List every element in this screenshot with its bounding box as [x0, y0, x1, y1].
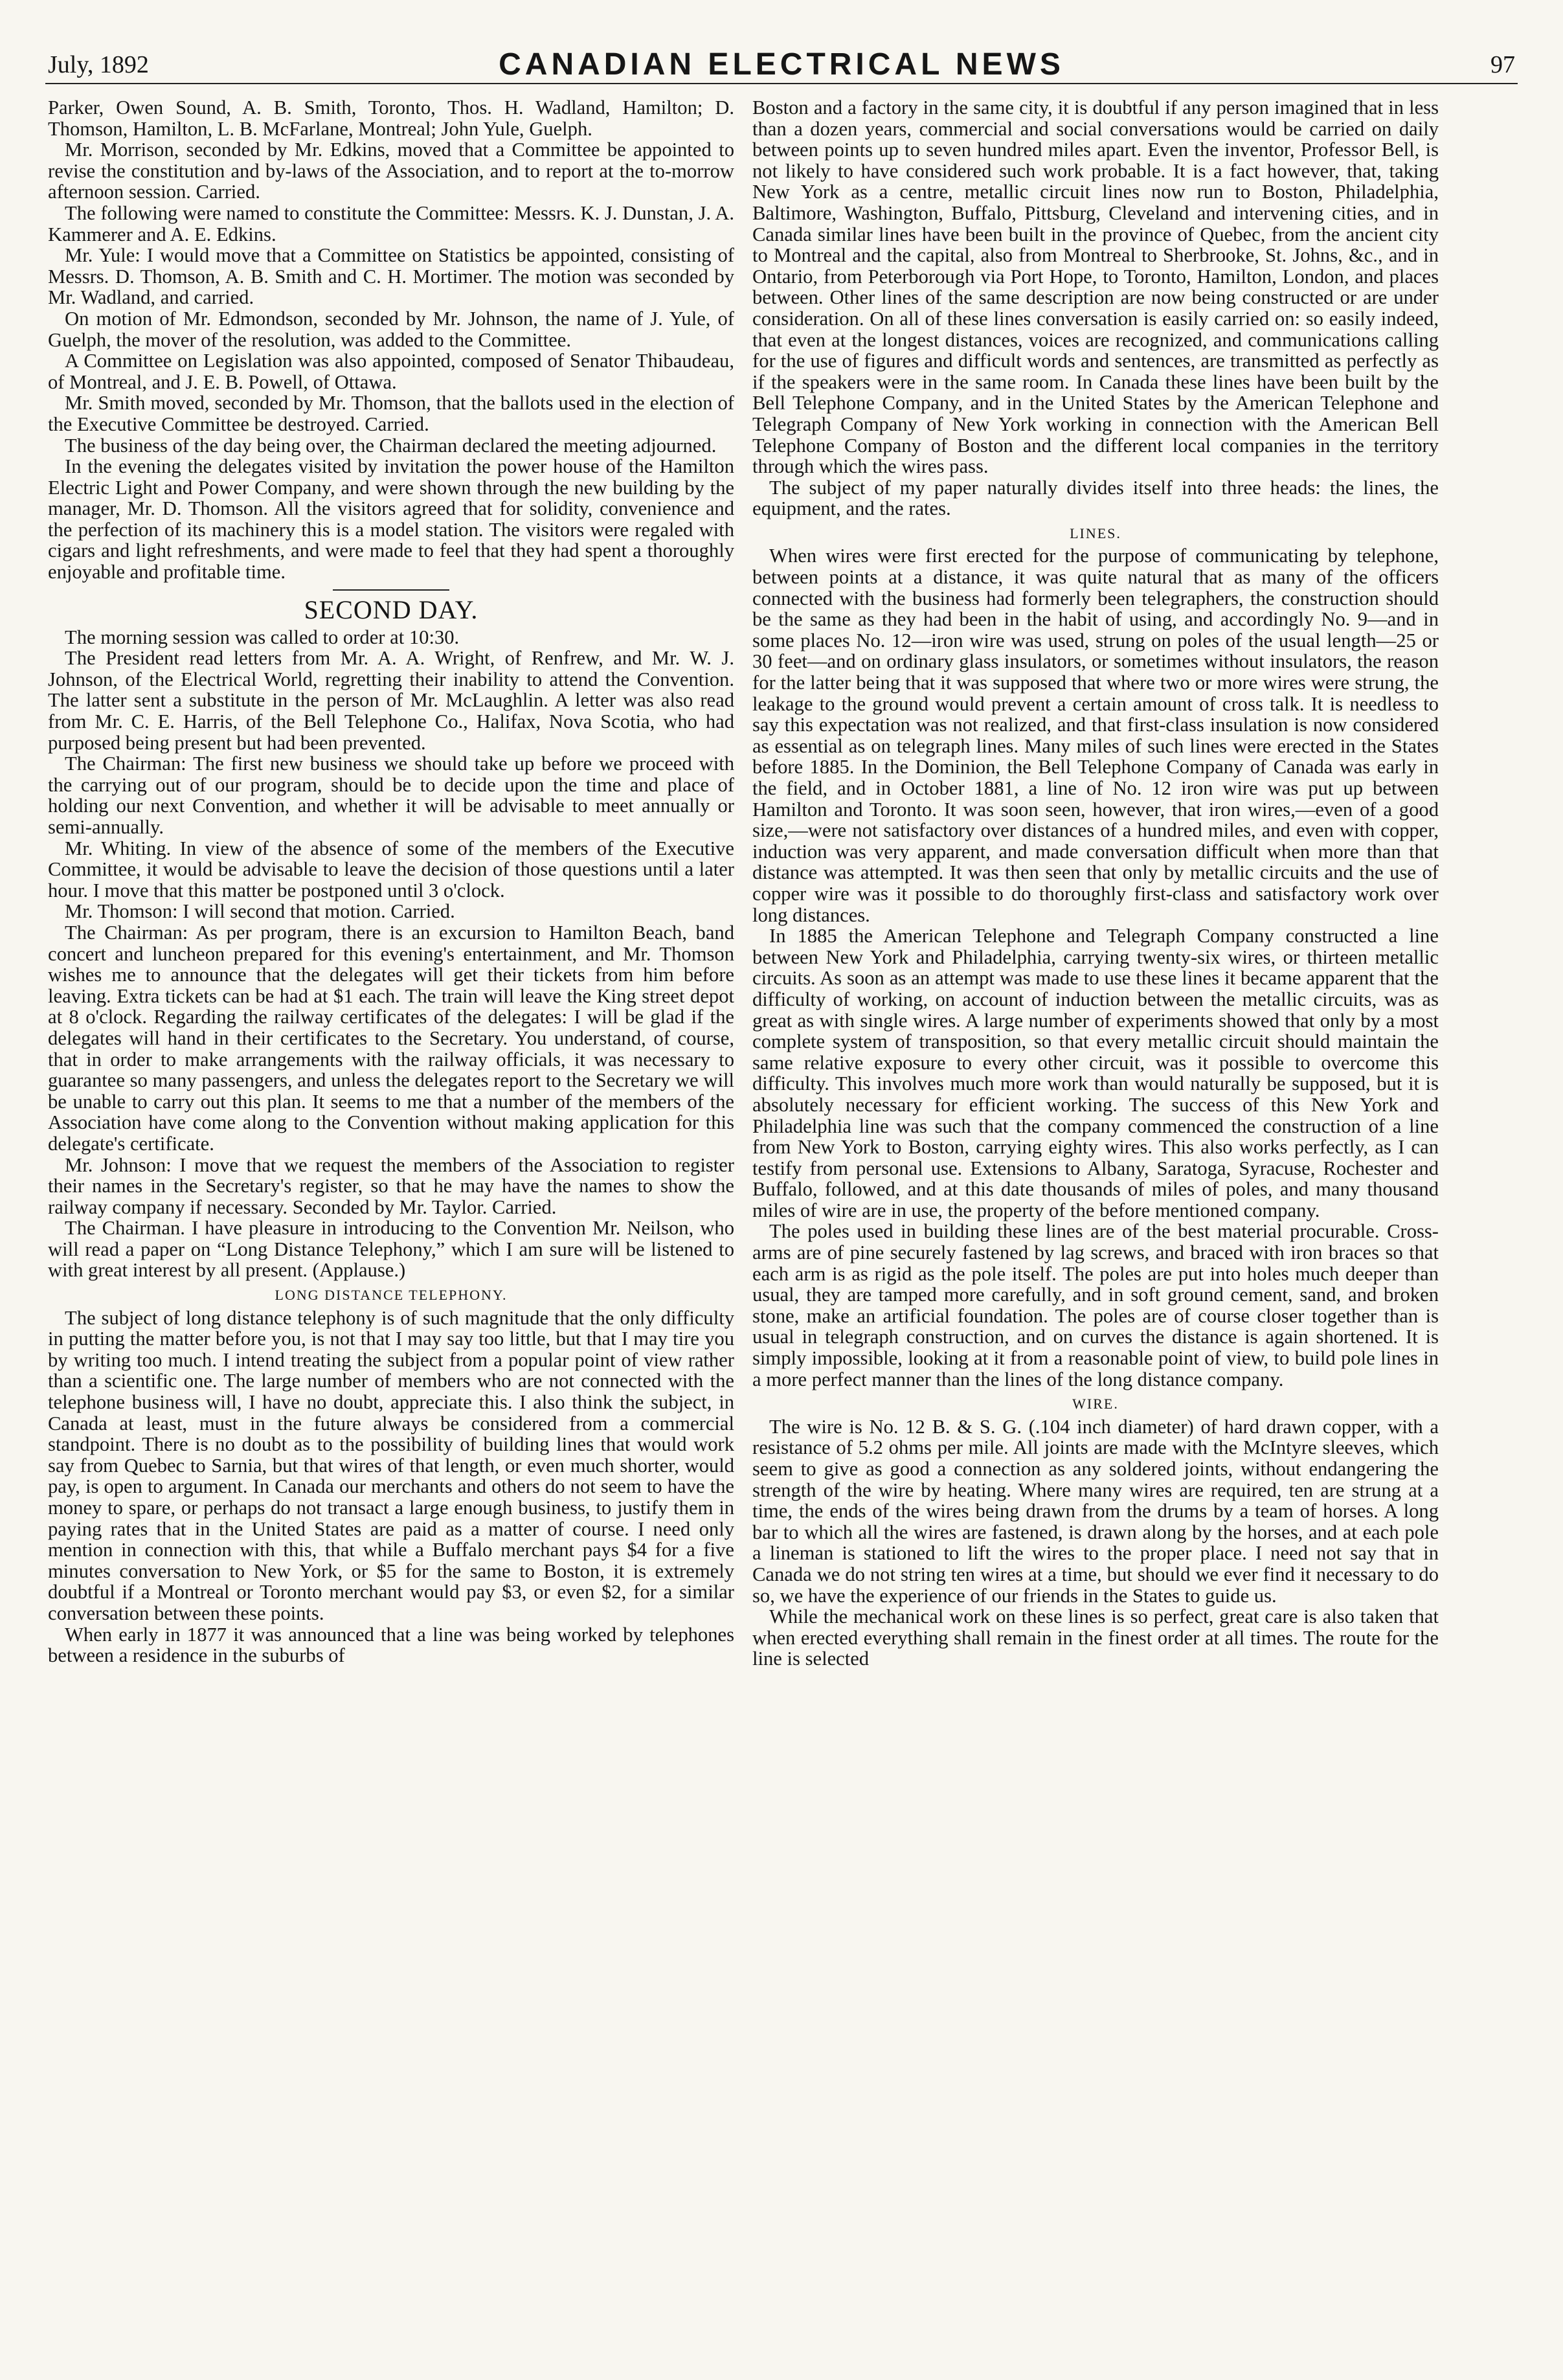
paragraph: The President read letters from Mr. A. A. Wright, of Renfrew, and Mr. W. J. Johnson, of the Electrical World, regretting their inability to attend the Convention. The latter sent a substitute in the person of Mr. McLaughlin. A letter was also read from Mr. C. E. Harris, of the Bell Telephone Co., Halifax, Nova Scotia, who had purposed being present but had been prevented. — [48, 647, 734, 754]
paragraph: The Chairman: The first new business we should take up before we proceed with the carrying out of our program, should be to decide upon the time and place of holding our next Convention, and whether it will be advisable to meet annually or semi-annually. — [48, 753, 734, 838]
paragraph: On motion of Mr. Edmondson, seconded by Mr. Johnson, the name of J. Yule, of Guelph, the mover of the resolution, was added to the Committee. — [48, 307, 734, 351]
paragraph: The Chairman. I have pleasure in introducing to the Convention Mr. Neilson, who will read a paper on “Long Distance Telephony,” which I am sure will be listened to with great interest by all present. (Applause.) — [48, 1217, 734, 1282]
issue-date: July, 1892 — [48, 51, 149, 78]
right-column — [752, 97, 1439, 2338]
paragraph: Mr. Smith moved, seconded by Mr. Thomson, that the ballots used in the election of the Executive Committee be destroyed. Carried. — [48, 392, 734, 435]
paragraph: In the evening the delegates visited by invitation the power house of the Hamilton Electric Light and Power Company, and were shown through the new building by the manager, Mr. D. Thomson. All the visitors agreed that for solidity, convenience and the perfection of its machinery this is a model station. The visitors were regaled with cigars and light refreshments, and were made to feel that they had spent a thoroughly enjoyable and profitable time. — [48, 455, 734, 584]
section-heading-long-distance-telephony: LONG DISTANCE TELEPHONY. — [275, 1287, 508, 1304]
paragraph: The subject of long distance telephony is of such magnitude that the only difficulty in putting the matter before you, is not that I may say too little, but that I may tire you by writing too much. I intend treating the subject from a popular point of view rather than a scientific one. The large number of members who are not connected with the telephone business will, I have no doubt, appreciate this. I also think the subject, in Canada at least, must in the future always be considered from a commercial standpoint. There is no doubt as to the possibility of building lines that would work say from Quebec to Sarnia, but that wires of that length, or even much shorter, would pay, is open to argument. In Canada our merchants and others do not seem to have the money to spare, or perhaps do not transact a large enough business, to justify them in paying rates that in the United States are paid as a matter of course. I need only mention in connection with this, that while a Buffalo merchant pays $4 for a five minutes conversation to New York, or $5 for the same to Boston, it is extremely doubtful if a Montreal or Toronto merchant would pay $3, or even $2, for a similar conversation between these points. — [48, 1306, 734, 1624]
paragraph: The Chairman: As per program, there is an excursion to Hamilton Beach, band concert and luncheon prepared for this evening's entertainment, and Mr. Thomson wishes me to announce that the delegates will get their tickets from him before leaving. Extra tickets can be had at $1 each. The train will leave the King street depot at 8 o'clock. Regarding the railway certificates of the delegates: I will be glad if the delegates will hand in their certificates to the Secretary. You understand, of course, that in order to make arrangements with the railway officials, it was necessary to guarantee so many passengers, and unless the delegates report to the Secretary we will be unable to carry out this plan. It seems to me that a number of the members of the Association have come along to the Convention without making application for this delegate's certificate. — [48, 921, 734, 1155]
paragraph: Mr. Thomson: I will second that motion. Carried. — [65, 900, 455, 923]
second-day-heading: SECOND DAY. — [304, 595, 478, 624]
paragraph: Mr. Johnson: I move that we request the members of the Association to register their names in the Secretary's register, so that he may have the names to show the railway company if necessary. Seconded by Mr. Taylor. Carried. — [48, 1153, 734, 1218]
left-column — [48, 97, 734, 2338]
paragraph: A Committee on Legislation was also appointed, composed of Senator Thibaudeau, of Montreal, and J. E. B. Powell, of Ottawa. — [48, 350, 734, 393]
masthead — [45, 47, 1518, 84]
subheading-wire: WIRE. — [1072, 1396, 1119, 1412]
paragraph: The business of the day being over, the Chairman declared the meeting adjourned. — [65, 434, 717, 457]
paragraph: The following were named to constitute the Committee: Messrs. K. J. Dunstan, J. A. Kammerer and A. E. Edkins. — [48, 201, 734, 245]
paragraph: Mr. Morrison, seconded by Mr. Edkins, moved that a Committee be appointed to revise the constitution and by-laws of the Association, and to report at the to-morrow afternoon session. Carried. — [48, 139, 734, 203]
paragraph: While the mechanical work on these lines is so perfect, great care is also taken that when erected everything shall remain in the finest order at all times. The route for the line is selected — [752, 1605, 1439, 1670]
paragraph: Mr. Whiting. In view of the absence of some of the members of the Executive Committee, it would be advisable to leave the decision of those questions until a later hour. I move that this matter be postponed until 3 o'clock. — [48, 837, 734, 901]
paragraph: Boston and a factory in the same city, it is doubtful if any person imagined that in less than a dozen years, commercial and social conversations would be carried on daily between points up to seven hundred miles apart. Even the inventor, Professor Bell, is not likely to have considered such work probable. It is a fact however, that, taking New York as a centre, metallic circuit lines now run to Boston, Philadelphia, Baltimore, Washington, Buffalo, Pittsburg, Cleveland and intervening cities, and in Canada similar lines have been built in the province of Quebec, from the ancient city to Montreal and the capital, also from Montreal to Sherbrooke, St. Johns, &c., and in Ontario, from Peterborough via Port Hope, to Toronto, Hamilton, London, and places between. Other lines of the same description are now being constructed or are under consideration. On all of these lines conversation is easily carried on: so easily indeed, that even at the longest distances, voices are recognized, and communications calling for the use of figures and difficult words and sentences, are transmitted as perfectly as if the speakers were in the same room. In Canada these lines have been built by the Bell Telephone Company, and in the United States by the American Telephone and Telegraph Company of New York working in connection with the American Bell Telephone Company of Boston and the different local companies in the territory through which the wires pass. — [752, 97, 1439, 478]
paragraph: When wires were first erected for the purpose of communicating by telephone, between points at a distance, it was quite natural that as many of the officers connected with the business had formerly been telegraphers, the construction should be the same as they had been in the habit of using, and accordingly No. 9—and in some places No. 12—iron wire was used, strung on poles of the usual length—25 or 30 feet—and on ordinary glass insulators, or sometimes without insulators, the reason for the latter being that it was supposed that where two or more wires were strung, the leakage to the ground would prevent a certain amount of cross talk. It is needless to say this expectation was not realized, and that first-class insulation is now considered as essential as on telegraph lines. Many miles of such lines were erected in the States before 1885. In the Dominion, the Bell Telephone Company of Canada was early in the field, and in October 1881, a line of No. 12 iron wire was put up between Hamilton and Toronto. It was soon seen, however, that iron wires,—even of a good size,—were not satisfactory over distances of a hundred miles, and even with copper, induction was very apparent, and made conversation difficult when more than that distance was attempted. It was then seen that only by metallic circuits and the use of copper wire was it possible to do thoroughly first-class and satisfactory work over long distances. — [752, 545, 1439, 926]
page-number: 97 — [1490, 51, 1515, 78]
paragraph: The subject of my paper naturally divides itself into three heads: the lines, the equipment, and the rates. — [752, 476, 1439, 520]
publication-title: CANADIAN ELECTRICAL NEWS — [499, 47, 1064, 82]
paragraph: The wire is No. 12 B. & S. G. (.104 inch diameter) of hard drawn copper, with a resistance of 5.2 ohms per mile. All joints are made with the McIntyre sleeves, which seem to give as good a connection as any soldered joints, without endangering the strength of the wire by heating. Where many wires are required, ten are strung at a time, the ends of the wires being drawn from the drums by a team of horses. A long bar to which all the wires are fastened, is drawn along by the horses, and at each pole a lineman is stationed to lift the wires to the proper place. I need not say that in Canada we do not string ten wires at a time, but should we ever find it necessary to do so, we have the experience of our friends in the States to guide us. — [752, 1415, 1439, 1607]
paragraph: The poles used in building these lines are of the best material procurable. Cross-arms are of pine securely fastened by lag screws, and braced with iron braces so that each arm is as rigid as the pole itself. The poles are put into holes much deeper than usual, they are tamped more carefully, and in soft ground cement, sand, and broken stone, make an artificial foundation. The poles are of course closer together than is usual in telegraph construction, and on curves the distance is again shortened. It is simply impossible, looking at it from a reasonable point of view, to build pole lines in a more perfect manner than the lines of the long distance company. — [752, 1220, 1439, 1390]
subheading-lines: LINES. — [1070, 525, 1121, 541]
paragraph: In 1885 the American Telephone and Telegraph Company constructed a line between New York and Philadelphia, carrying twenty-six wires, or thirteen metallic circuits. As soon as an attempt was made to use these lines it became apparent that the difficulty of working, on account of induction between the metallic circuits, was as great as with single wires. A large number of experiments showed that only by a most complete system of transposition, so that every metallic circuit should maintain the same relative exposure to every other circuit, was it possible to overcome this difficulty. This involves much more work than would naturally be supposed, but it is absolutely necessary for efficient working. The success of this New York and Philadelphia line was such that the company commenced the construction of a line from New York to Boston, carrying eighty wires. This also works perfectly, as I can testify from personal use. Extensions to Albany, Saratoga, Syracuse, Rochester and Buffalo, followed, and at this date thousands of miles of poles, and many thousand miles of wire are in use, the property of the before mentioned company. — [752, 925, 1439, 1221]
paragraph: Parker, Owen Sound, A. B. Smith, Toronto, Thos. H. Wadland, Hamilton; D. Thomson, Hamilton, L. B. McFarlane, Montreal; John Yule, Guelph. — [48, 97, 734, 140]
paragraph: When early in 1877 it was announced that a line was being worked by telephones between a residence in the suburbs of — [48, 1623, 734, 1667]
paragraph: Mr. Yule: I would move that a Committee on Statistics be appointed, consisting of Messrs. D. Thomson, A. B. Smith and C. H. Mortimer. The motion was seconded by Mr. Wadland, and carried. — [48, 244, 734, 309]
section-divider — [333, 589, 449, 591]
paragraph: The morning session was called to order at 10:30. — [65, 626, 460, 648]
